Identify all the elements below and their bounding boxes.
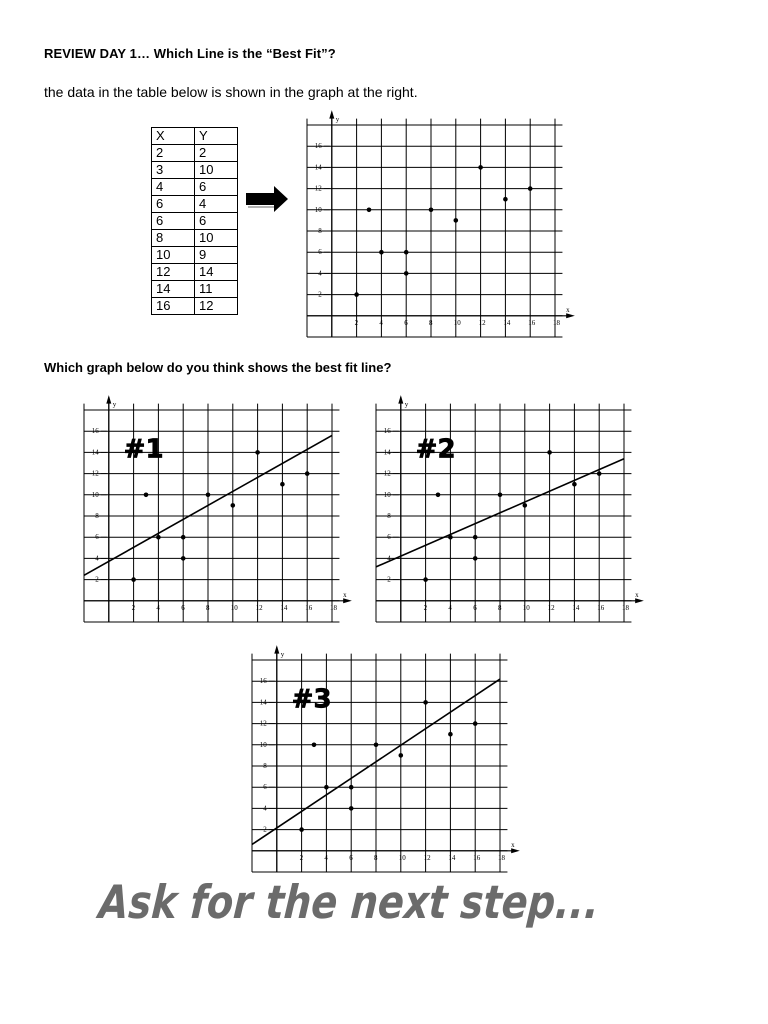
table-row bbox=[152, 230, 238, 247]
x-tick-label: 18 bbox=[330, 603, 337, 612]
table-header-y: Y bbox=[195, 128, 238, 145]
data-point bbox=[547, 450, 552, 455]
x-axis-arrow-icon bbox=[511, 848, 520, 853]
data-point bbox=[572, 482, 577, 487]
data-point bbox=[429, 208, 434, 213]
graph-3 bbox=[228, 648, 515, 862]
y-tick-label: 14 bbox=[91, 448, 99, 457]
data-point bbox=[181, 535, 186, 540]
x-tick-label: 6 bbox=[404, 318, 408, 327]
data-point bbox=[498, 493, 503, 498]
x-tick-label: 8 bbox=[429, 318, 433, 327]
table-cell-x: 14 bbox=[152, 281, 195, 298]
table-cell-y: 2 bbox=[195, 145, 238, 162]
y-axis-arrow-icon bbox=[329, 110, 334, 118]
y-tick-label: 2 bbox=[95, 575, 99, 584]
table-row bbox=[152, 247, 238, 264]
data-point bbox=[255, 450, 260, 455]
y-tick-label: 12 bbox=[91, 469, 99, 478]
grid bbox=[376, 404, 631, 622]
graph-main bbox=[285, 113, 570, 327]
data-point bbox=[423, 700, 428, 705]
y-axis-label: y bbox=[280, 650, 285, 659]
table-row bbox=[152, 281, 238, 298]
x-tick-label: 18 bbox=[622, 603, 629, 612]
data-point bbox=[454, 218, 459, 223]
x-tick-label: 4 bbox=[324, 853, 328, 862]
y-tick-label: 16 bbox=[383, 427, 391, 436]
y-tick-label: 6 bbox=[318, 248, 322, 257]
y-tick-label: 8 bbox=[263, 762, 267, 770]
table-cell-x: 2 bbox=[152, 145, 195, 162]
table-row bbox=[152, 298, 238, 315]
y-tick-label: 16 bbox=[91, 427, 99, 436]
x-tick-label: 4 bbox=[156, 603, 160, 612]
x-axis-label: x bbox=[343, 590, 347, 599]
y-tick-label: 8 bbox=[318, 227, 322, 235]
table-cell-y: 4 bbox=[195, 196, 238, 213]
y-tick-label: 10 bbox=[383, 490, 391, 499]
x-tick-label: 14 bbox=[448, 853, 456, 862]
y-tick-label: 4 bbox=[318, 269, 322, 278]
data-point bbox=[354, 292, 359, 297]
y-axis-arrow-icon bbox=[274, 645, 279, 653]
data-point bbox=[379, 250, 384, 255]
y-tick-label: 6 bbox=[95, 533, 99, 542]
x-tick-label: 16 bbox=[597, 603, 605, 612]
table-cell-y: 10 bbox=[195, 230, 238, 247]
y-tick-label: 2 bbox=[318, 290, 322, 299]
x-axis-arrow-icon bbox=[343, 598, 352, 603]
data-point bbox=[473, 535, 478, 540]
table-row bbox=[152, 196, 238, 213]
data-point bbox=[528, 186, 533, 191]
data-point bbox=[374, 743, 379, 748]
table-row bbox=[152, 162, 238, 179]
x-axis-arrow-icon bbox=[635, 598, 644, 603]
right-arrow-icon bbox=[244, 184, 290, 214]
x-tick-label: 10 bbox=[398, 853, 406, 862]
y-tick-label: 14 bbox=[383, 448, 391, 457]
x-tick-label: 16 bbox=[473, 853, 481, 862]
y-tick-label: 4 bbox=[263, 804, 267, 813]
x-tick-label: 6 bbox=[349, 853, 353, 862]
data-point bbox=[436, 493, 441, 498]
x-tick-label: 18 bbox=[498, 853, 505, 862]
y-tick-label: 2 bbox=[387, 575, 391, 584]
data-point bbox=[448, 732, 453, 737]
x-tick-label: 12 bbox=[547, 603, 555, 612]
data-point bbox=[206, 493, 211, 498]
y-tick-label: 4 bbox=[387, 554, 391, 563]
x-tick-label: 12 bbox=[478, 318, 486, 327]
table-cell-y: 14 bbox=[195, 264, 238, 281]
x-tick-label: 10 bbox=[522, 603, 530, 612]
x-tick-label: 2 bbox=[131, 603, 136, 612]
page-heading: REVIEW DAY 1… Which Line is the “Best Fit”? bbox=[44, 46, 336, 61]
data-point bbox=[448, 535, 453, 540]
grid bbox=[307, 119, 562, 337]
y-tick-label: 10 bbox=[91, 490, 99, 499]
intro-text: the data in the table below is shown in the graph at the right. bbox=[44, 84, 418, 100]
table-cell-y: 10 bbox=[195, 162, 238, 179]
table-cell-y: 6 bbox=[195, 213, 238, 230]
table-cell-x: 16 bbox=[152, 298, 195, 315]
data-point bbox=[597, 471, 602, 476]
table-cell-y: 12 bbox=[195, 298, 238, 315]
y-tick-label: 16 bbox=[314, 142, 322, 151]
table-header-x: X bbox=[152, 128, 195, 145]
y-tick-label: 14 bbox=[314, 163, 322, 172]
x-tick-label: 14 bbox=[572, 603, 580, 612]
data-point bbox=[144, 493, 149, 498]
grid bbox=[84, 404, 339, 622]
table-row bbox=[152, 264, 238, 281]
graph-number-label: #3 bbox=[291, 684, 332, 715]
table-row bbox=[152, 213, 238, 230]
data-point bbox=[305, 471, 310, 476]
x-axis-arrow-icon bbox=[566, 313, 575, 318]
x-tick-label: 16 bbox=[528, 318, 536, 327]
table-cell-y: 6 bbox=[195, 179, 238, 196]
data-point bbox=[399, 753, 404, 758]
table-cell-x: 4 bbox=[152, 179, 195, 196]
table-cell-x: 12 bbox=[152, 264, 195, 281]
graph-number-label: #2 bbox=[415, 434, 456, 465]
data-point bbox=[473, 721, 478, 726]
table-cell-y: 9 bbox=[195, 247, 238, 264]
x-tick-label: 10 bbox=[230, 603, 238, 612]
y-tick-label: 16 bbox=[259, 677, 267, 686]
question-text: Which graph below do you think shows the best fit line? bbox=[44, 360, 392, 375]
y-tick-label: 6 bbox=[387, 533, 391, 542]
data-point bbox=[299, 827, 304, 832]
y-tick-label: 10 bbox=[259, 740, 267, 749]
graph-1 bbox=[60, 398, 347, 612]
y-tick-label: 8 bbox=[95, 512, 99, 520]
table-cell-x: 6 bbox=[152, 213, 195, 230]
y-tick-label: 12 bbox=[383, 469, 391, 478]
y-tick-label: 4 bbox=[95, 554, 99, 563]
y-tick-label: 2 bbox=[263, 825, 267, 834]
x-tick-label: 6 bbox=[181, 603, 185, 612]
grid bbox=[252, 654, 507, 872]
data-point bbox=[280, 482, 285, 487]
data-point bbox=[404, 271, 409, 276]
table-row bbox=[152, 179, 238, 196]
data-point bbox=[231, 503, 236, 508]
y-tick-label: 10 bbox=[314, 205, 322, 214]
data-point bbox=[312, 743, 317, 748]
x-tick-label: 2 bbox=[423, 603, 428, 612]
x-tick-label: 14 bbox=[280, 603, 288, 612]
x-tick-label: 14 bbox=[503, 318, 511, 327]
table-header-row bbox=[152, 128, 238, 145]
x-tick-label: 10 bbox=[453, 318, 461, 327]
x-axis-label: x bbox=[635, 590, 639, 599]
y-tick-label: 12 bbox=[259, 719, 267, 728]
x-tick-label: 8 bbox=[206, 603, 210, 612]
y-tick-label: 8 bbox=[387, 512, 391, 520]
data-point bbox=[131, 577, 136, 582]
graph-number-label: #1 bbox=[123, 434, 164, 465]
x-tick-label: 12 bbox=[255, 603, 263, 612]
data-point bbox=[478, 165, 483, 170]
table-cell-x: 10 bbox=[152, 247, 195, 264]
data-point bbox=[324, 785, 329, 790]
table-cell-y: 11 bbox=[195, 281, 238, 298]
y-axis-arrow-icon bbox=[398, 395, 403, 403]
y-tick-label: 14 bbox=[259, 698, 267, 707]
x-tick-label: 6 bbox=[473, 603, 477, 612]
x-tick-label: 16 bbox=[305, 603, 313, 612]
data-point bbox=[423, 577, 428, 582]
y-axis-label: y bbox=[335, 115, 340, 124]
data-point bbox=[503, 197, 508, 202]
x-tick-label: 4 bbox=[448, 603, 452, 612]
table-row bbox=[152, 145, 238, 162]
x-tick-label: 12 bbox=[423, 853, 431, 862]
data-table bbox=[151, 127, 238, 315]
x-tick-label: 2 bbox=[299, 853, 304, 862]
graph-2 bbox=[352, 398, 639, 612]
x-tick-label: 4 bbox=[379, 318, 383, 327]
x-axis-label: x bbox=[566, 305, 570, 314]
x-tick-label: 8 bbox=[374, 853, 378, 862]
y-axis-arrow-icon bbox=[106, 395, 111, 403]
y-tick-label: 12 bbox=[314, 184, 322, 193]
footer-banner bbox=[97, 860, 701, 940]
data-point bbox=[156, 535, 161, 540]
data-point bbox=[367, 208, 372, 213]
table-cell-x: 3 bbox=[152, 162, 195, 179]
x-tick-label: 18 bbox=[553, 318, 560, 327]
data-point bbox=[349, 806, 354, 811]
x-axis-label: x bbox=[511, 840, 515, 849]
table-cell-x: 6 bbox=[152, 196, 195, 213]
y-axis-label: y bbox=[112, 400, 117, 409]
table-cell-x: 8 bbox=[152, 230, 195, 247]
data-point bbox=[404, 250, 409, 255]
data-point bbox=[181, 556, 186, 561]
y-tick-label: 6 bbox=[263, 783, 267, 792]
data-point bbox=[473, 556, 478, 561]
y-axis-label: y bbox=[404, 400, 409, 409]
data-point bbox=[349, 785, 354, 790]
footer-text: Ask for the next step... bbox=[97, 875, 701, 929]
x-tick-label: 2 bbox=[354, 318, 359, 327]
x-tick-label: 8 bbox=[498, 603, 502, 612]
data-point bbox=[523, 503, 528, 508]
